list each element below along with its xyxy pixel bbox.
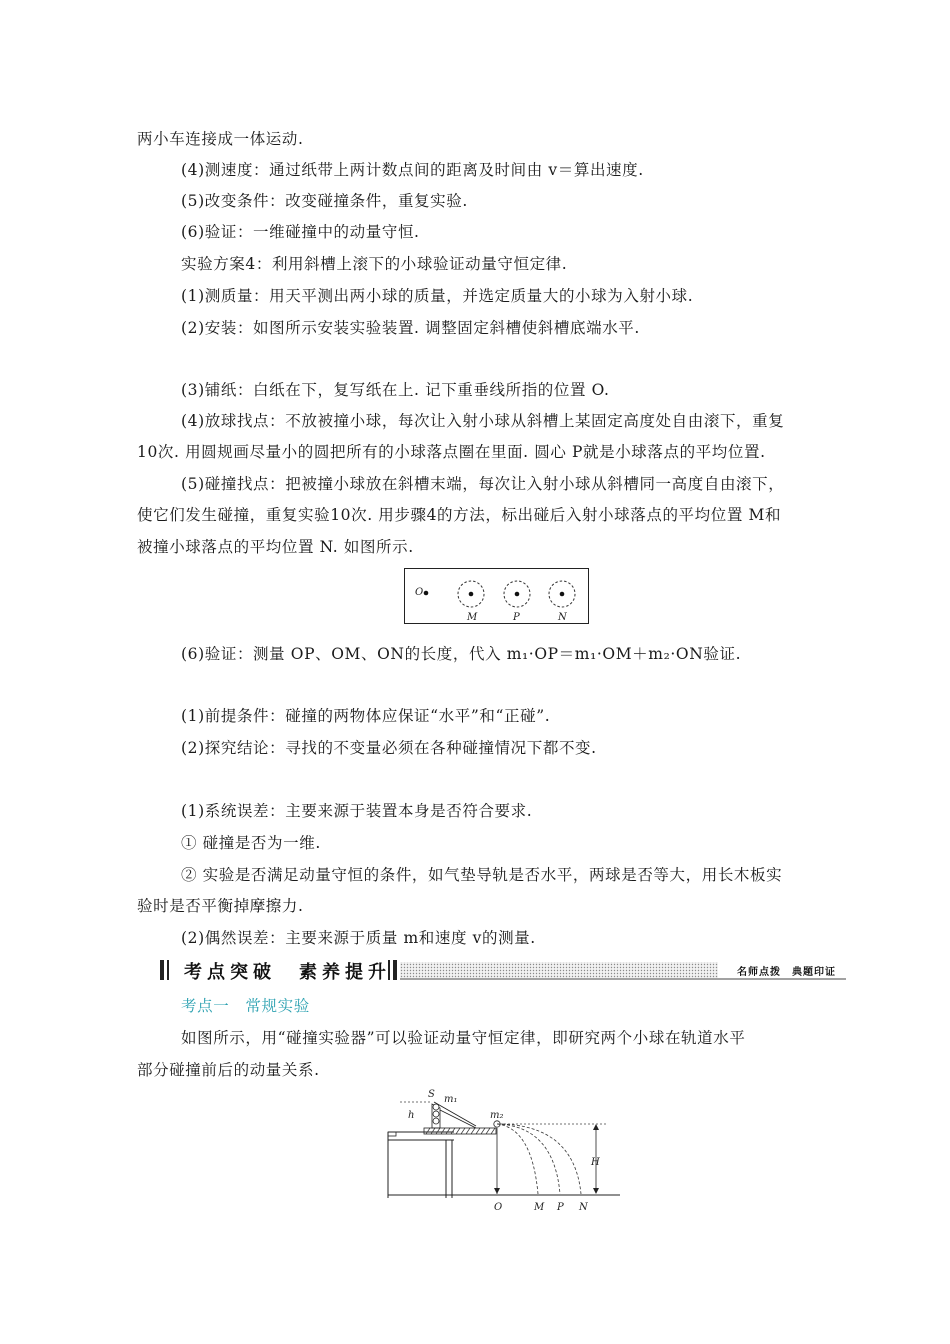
text-line: (5)碰撞找点：把被撞小球放在斜槽末端，每次让入射小球从斜槽同一高度自由滚下， [181, 475, 785, 493]
banner-tag: 名师点拨 典题印证 [737, 967, 836, 978]
text-line: (1)测质量：用天平测出两小球的质量，并选定质量大的小球为入射小球. [181, 287, 694, 305]
label-s: S [428, 1089, 435, 1100]
label-m2: m₂ [490, 1110, 504, 1121]
label-n: N [558, 612, 567, 623]
text-line: 使它们发生碰撞，重复实验10次. 用步骤4的方法，标出碰后入射小球落点的平均位置 M和 [137, 506, 782, 524]
label-o: O [415, 587, 424, 598]
text-line: (5)改变条件：改变碰撞条件，重复实验. [181, 192, 468, 210]
label-big-h: H [591, 1157, 600, 1168]
text-line: (2)安装：如图所示安装实验装置. 调整固定斜槽使斜槽底端水平. [181, 319, 640, 337]
text-line: 部分碰撞前后的动量关系. [137, 1061, 320, 1079]
banner-title: 考点突破 素养提升 [184, 962, 391, 983]
text-line: (2)偶然误差：主要来源于质量 m和速度 v的测量. [181, 929, 536, 947]
text-line: (6)验证：一维碰撞中的动量守恒. [181, 223, 420, 241]
label-m1: m₁ [444, 1094, 458, 1105]
text-line: (1)前提条件：碰撞的两物体应保证“水平”和“正碰”. [181, 707, 551, 725]
text-line: 实验方案4：利用斜槽上滚下的小球验证动量守恒定律. [181, 255, 568, 273]
label-o: O [494, 1202, 503, 1213]
text-line: (4)放球找点：不放被撞小球，每次让入射小球从斜槽上某固定高度处自由滚下，重复 [181, 412, 785, 430]
label-h: h [408, 1110, 415, 1121]
label-p: P [557, 1202, 564, 1213]
landing-points-figure [404, 568, 590, 626]
text-line: ① 碰撞是否为一维. [181, 834, 321, 852]
label-n: N [579, 1202, 588, 1213]
text-line: (1)系统误差：主要来源于装置本身是否符合要求. [181, 802, 533, 820]
label-p: P [513, 612, 520, 623]
text-line: (6)验证：测量 OP、OM、ON的长度，代入 m₁·OP＝m₁·OM＋m₂·ON验证. [181, 645, 742, 663]
text-line: 如图所示，用“碰撞实验器”可以验证动量守恒定律，即研究两个小球在轨道水平 [181, 1029, 746, 1047]
text-line: 10次. 用圆规画尽量小的圆把所有的小球落点圈在里面. 圆心 P就是小球落点的平均位置. [137, 443, 766, 461]
text-line: ② 实验是否满足动量守恒的条件，如气垫导轨是否水平，两球是否等大，用长木板实 [181, 866, 783, 884]
section-title: 考点一 常规实验 [181, 997, 310, 1015]
text-line: (2)探究结论：寻找的不变量必须在各种碰撞情况下都不变. [181, 739, 597, 757]
text-line: 验时是否平衡掉摩擦力. [137, 897, 304, 915]
collision-apparatus-figure [384, 1088, 624, 1216]
label-m: M [534, 1202, 545, 1213]
section-banner [160, 957, 846, 983]
text-line: 被撞小球落点的平均位置 N. 如图所示. [137, 538, 414, 556]
text-line: 两小车连接成一体运动. [137, 130, 304, 148]
text-line: (3)铺纸：白纸在下，复写纸在上. 记下重垂线所指的位置 O. [181, 381, 610, 399]
text-line: (4)测速度：通过纸带上两计数点间的距离及时间由 v＝算出速度. [181, 161, 644, 179]
label-m: M [467, 612, 478, 623]
point-o [424, 591, 429, 596]
